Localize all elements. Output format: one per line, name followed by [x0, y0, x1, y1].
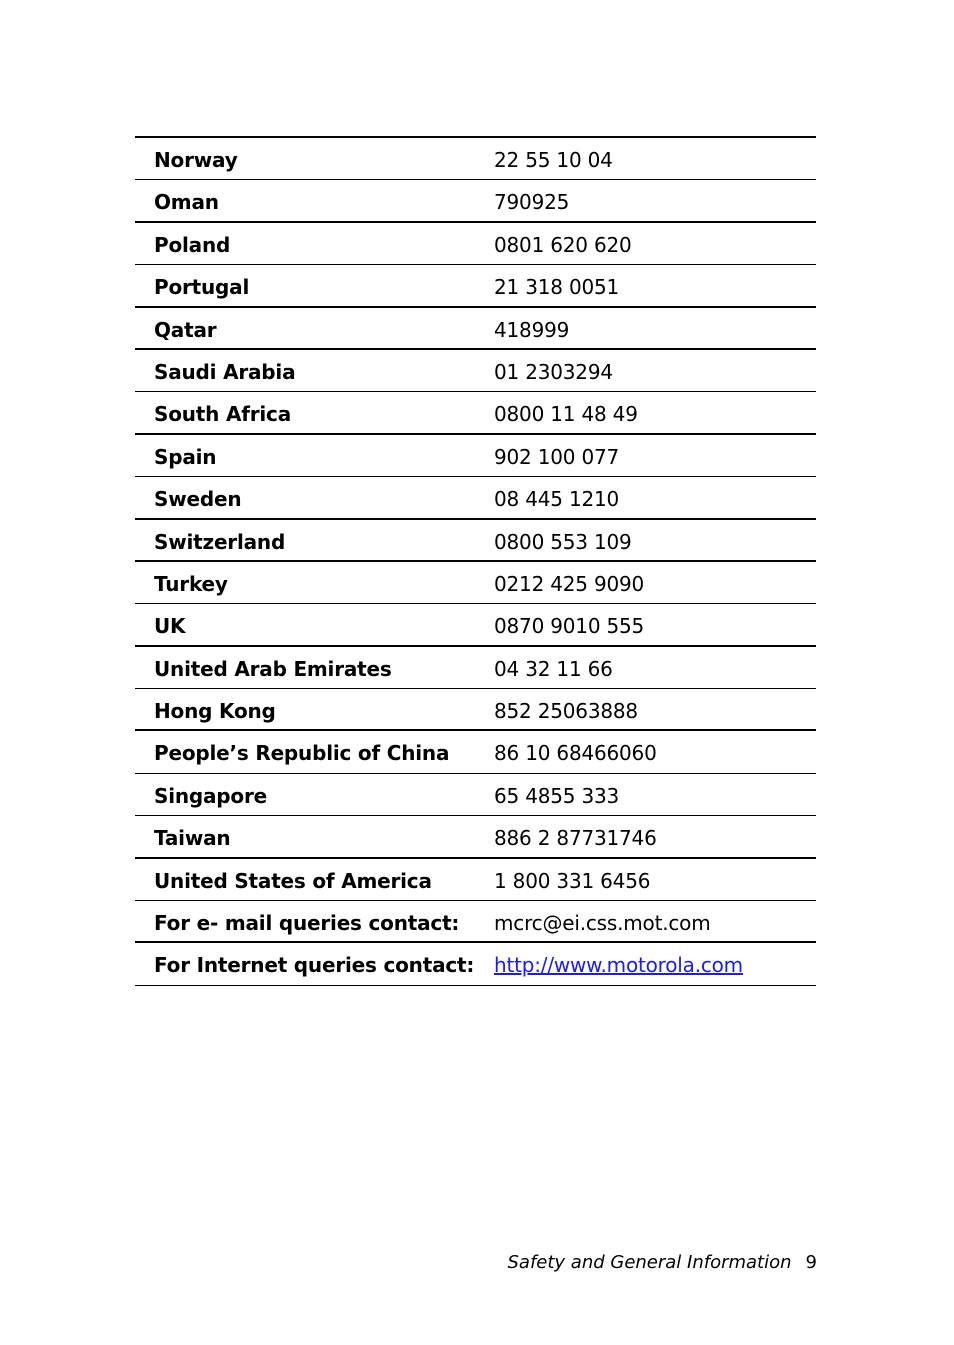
country-name: People’s Republic of China: [154, 741, 450, 766]
country-name: Switzerland: [154, 529, 286, 554]
table-row: [135, 562, 816, 604]
phone-number: 790925: [494, 190, 570, 215]
phone-number: 852 25063888: [494, 699, 638, 724]
country-name: Saudi Arabia: [154, 359, 296, 384]
country-name: Turkey: [154, 571, 228, 596]
table-row: [135, 943, 816, 985]
phone-number: 86 10 68466060: [494, 741, 657, 766]
country-name: Portugal: [154, 275, 250, 300]
phone-number: 04 32 11 66: [494, 656, 613, 681]
phone-number: 886 2 87731746: [494, 826, 657, 851]
table-row: [135, 731, 816, 773]
phone-number: 0800 553 109: [494, 529, 632, 554]
table-row: [135, 816, 816, 858]
phone-number: 0212 425 9090: [494, 571, 645, 596]
phone-number: 08 445 1210: [494, 487, 620, 512]
table-row: [135, 392, 816, 434]
table-row: [135, 308, 816, 350]
table-row: [135, 477, 816, 519]
country-name: Spain: [154, 444, 217, 469]
footer-section-title: Safety and General Information: [507, 1252, 792, 1273]
page-number: 9: [805, 1252, 817, 1273]
page-footer: [507, 1252, 817, 1273]
country-name: United Arab Emirates: [154, 656, 392, 681]
table-row: [135, 774, 816, 816]
table-row: [135, 520, 816, 562]
phone-number: 0800 11 48 49: [494, 402, 638, 427]
country-name: United States of America: [154, 868, 432, 893]
phone-number: 22 55 10 04: [494, 148, 613, 172]
country-name: Taiwan: [154, 826, 231, 851]
phone-number: 1 800 331 6456: [494, 868, 651, 893]
table-row: [135, 859, 816, 901]
country-name: Qatar: [154, 317, 217, 342]
internet-cell: [494, 953, 743, 977]
country-name: Oman: [154, 190, 219, 215]
phone-number: 418999: [494, 317, 570, 342]
phone-number: 21 318 0051: [494, 275, 620, 300]
table-row: [135, 435, 816, 477]
country-name: Poland: [154, 232, 231, 257]
table-row: [135, 689, 816, 731]
table-row: [135, 350, 816, 392]
country-name: Norway: [154, 148, 238, 172]
internet-label: For Internet queries contact:: [154, 953, 475, 978]
phone-number: 65 4855 333: [494, 783, 620, 808]
table-row: [135, 647, 816, 689]
table-row: [135, 223, 816, 265]
country-name: Hong Kong: [154, 699, 276, 724]
phone-number: 0801 620 620: [494, 232, 632, 257]
table-row: [135, 265, 816, 307]
country-name: UK: [154, 614, 186, 639]
table-row: [135, 180, 816, 222]
table-row: [135, 604, 816, 646]
table-row: [135, 138, 816, 180]
email-address: mcrc@ei.css.mot.com: [494, 911, 711, 936]
country-name: South Africa: [154, 402, 291, 427]
contact-table: [135, 136, 816, 986]
table-row: [135, 901, 816, 943]
phone-number: 0870 9010 555: [494, 614, 645, 639]
country-name: Singapore: [154, 783, 267, 808]
phone-number: 01 2303294: [494, 359, 613, 384]
website-link[interactable]: http://www.motorola.com: [494, 953, 743, 978]
email-label: For e- mail queries contact:: [154, 911, 460, 936]
country-name: Sweden: [154, 487, 242, 512]
phone-number: 902 100 077: [494, 444, 620, 469]
